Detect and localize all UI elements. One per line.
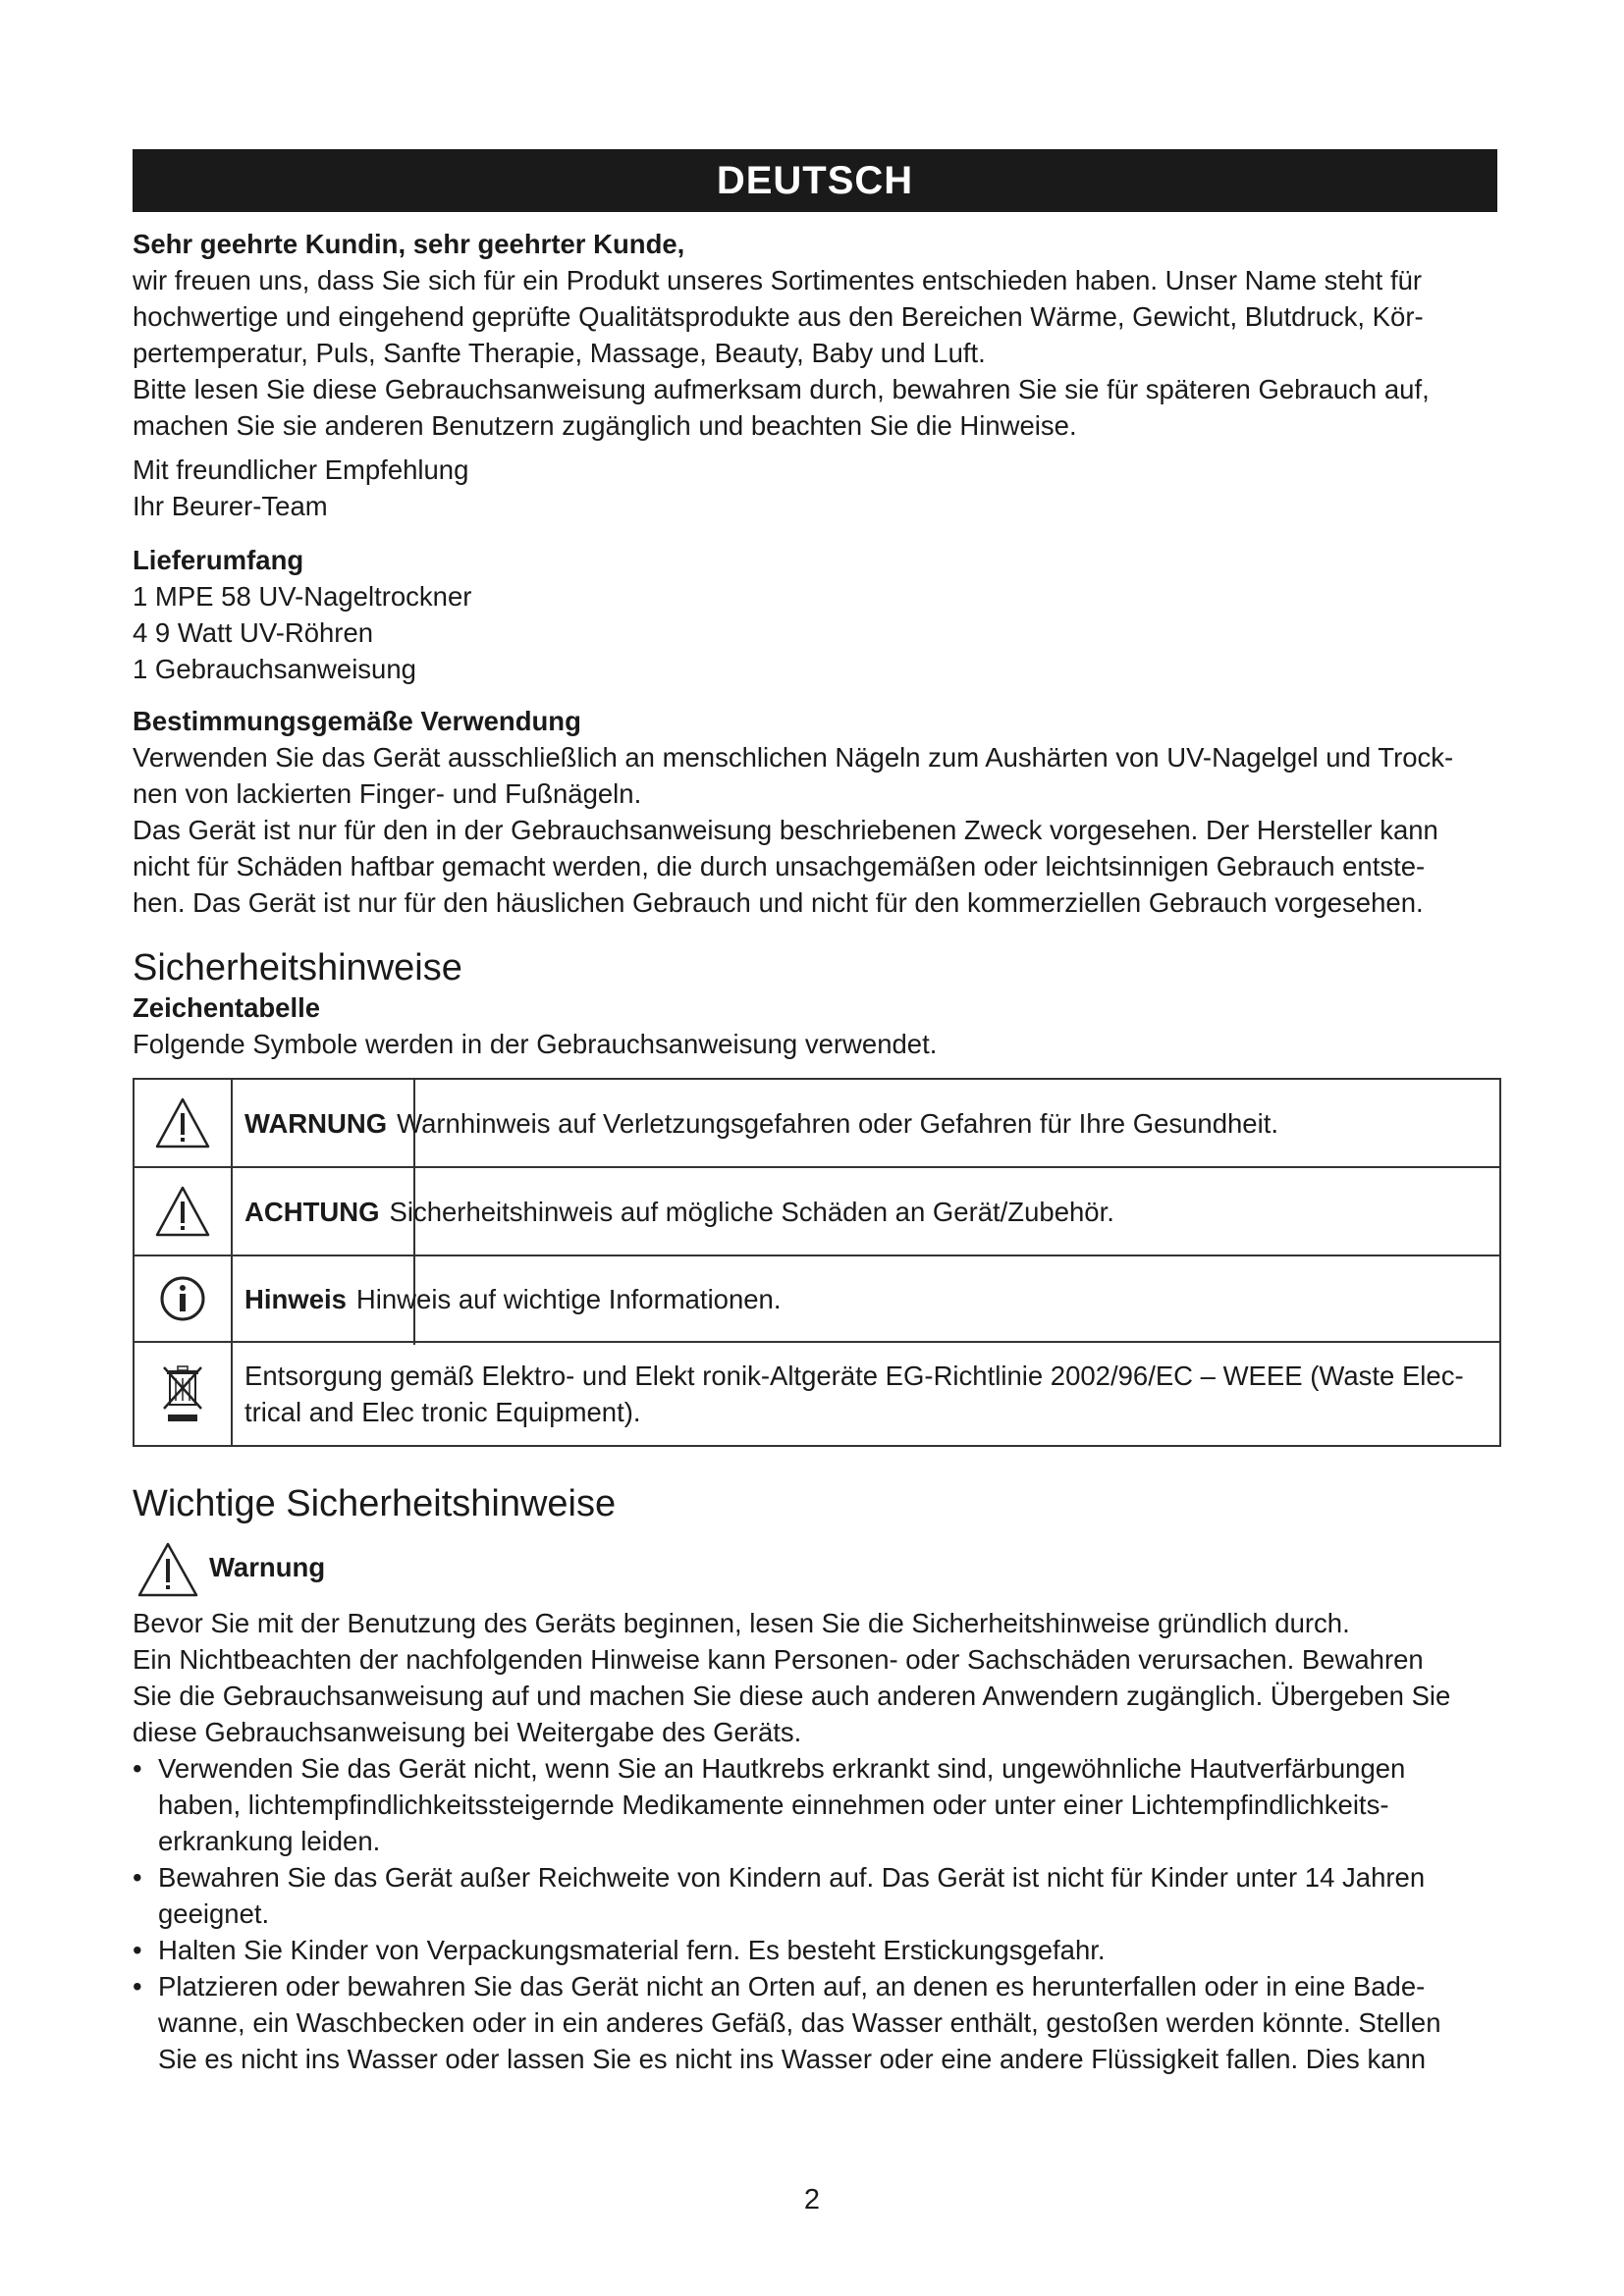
symbol-table bbox=[133, 1078, 1501, 1447]
page-number: 2 bbox=[803, 2184, 821, 2216]
symbol-text: Entsorgung gemäß Elektro- und Elekt ronik-Altgeräte EG-Richtlinie 2002/96/EC – WEEE (Waste Elec- bbox=[244, 1361, 1464, 1391]
table-row bbox=[135, 1343, 1499, 1445]
symbol-label: WARNUNG bbox=[244, 1107, 388, 1139]
safety-bullet-list bbox=[133, 1750, 1497, 2077]
bullet-line: geeignet. bbox=[158, 1898, 270, 1929]
warning-triangle-icon bbox=[135, 1168, 233, 1255]
list-item bbox=[133, 1932, 1497, 1968]
safety-heading: Sicherheitshinweise bbox=[133, 947, 462, 988]
language-banner bbox=[133, 149, 1497, 212]
table-row bbox=[135, 1080, 1499, 1168]
symbol-description bbox=[233, 1343, 1499, 1445]
important-line: Ein Nichtbeachten der nachfolgenden Hinweise kann Personen- oder Sachschäden verursachen. Bewahren bbox=[133, 1644, 1424, 1675]
intended-use-line: nen von lackierten Finger- und Fußnägeln. bbox=[133, 778, 642, 809]
bullet-line: wanne, ein Waschbecken oder in ein anderes Gefäß, das Wasser enthält, gestoßen werden könnte. Stellen bbox=[158, 2007, 1441, 2038]
crossed-bin-icon bbox=[135, 1343, 233, 1445]
symbol-text: Sicherheitshinweis auf mögliche Schäden an Gerät/Zubehör. bbox=[389, 1196, 1114, 1227]
intro-line: machen Sie sie anderen Benutzern zugänglich und beachten Sie die Hinweise. bbox=[133, 410, 1077, 441]
list-item bbox=[133, 1750, 1497, 1859]
warning-label-row bbox=[136, 1541, 1497, 1603]
team-signature: Ihr Beurer-Team bbox=[133, 491, 328, 521]
banner-title: DEUTSCH bbox=[716, 158, 914, 202]
intro-line: hochwertige und eingehend geprüfte Qualitätsprodukte aus den Bereichen Wärme, Gewicht, Blutdruck, Kör- bbox=[133, 301, 1424, 332]
intro-paragraph bbox=[133, 262, 1497, 444]
table-row bbox=[135, 1168, 1499, 1256]
bullet-icon: • bbox=[133, 1971, 142, 2002]
info-circle-icon bbox=[135, 1256, 233, 1341]
table-row bbox=[135, 1256, 1499, 1343]
symbol-table-heading: Zeichentabelle bbox=[133, 992, 321, 1023]
bullet-line: Halten Sie Kinder von Verpackungsmaterial fern. Es besteht Erstickungsgefahr. bbox=[158, 1935, 1106, 1965]
important-safety-heading: Wichtige Sicherheitshinweise bbox=[133, 1483, 617, 1524]
intro-line: wir freuen uns, dass Sie sich für ein Produkt unseres Sortimentes entschieden haben. Unser Name steht für bbox=[133, 265, 1423, 295]
intended-use-line: Verwenden Sie das Gerät ausschließlich an menschlichen Nägeln zum Aushärten von UV-Nagelgel und Trock- bbox=[133, 742, 1454, 773]
symbol-text: trical and Elec tronic Equipment). bbox=[244, 1397, 641, 1427]
closing: Mit freundlicher Empfehlung bbox=[133, 454, 469, 485]
document-page bbox=[133, 149, 1497, 2077]
symbol-label: ACHTUNG bbox=[244, 1196, 380, 1227]
bullet-line: Verwenden Sie das Gerät nicht, wenn Sie an Hautkrebs erkrankt sind, ungewöhnliche Hautverfärbungen bbox=[158, 1753, 1406, 1784]
symbol-label: Hinweis bbox=[244, 1283, 347, 1314]
important-line: diese Gebrauchsanweisung bei Weitergabe des Geräts. bbox=[133, 1717, 802, 1747]
delivery-heading: Lieferumfang bbox=[133, 545, 304, 575]
symbol-description bbox=[233, 1256, 1499, 1341]
intended-use-line: nicht für Schäden haftbar gemacht werden, die durch unsachgemäßen oder leichtsinnigen Gebrauch entste- bbox=[133, 851, 1426, 881]
bullet-line: haben, lichtempfindlichkeitssteigernde Medikamente einnehmen oder unter einer Lichtempfindlichkeits- bbox=[158, 1789, 1389, 1820]
intended-use-line: Das Gerät ist nur für den in der Gebrauchsanweisung beschriebenen Zweck vorgesehen. Der Hersteller kann bbox=[133, 815, 1438, 845]
list-item: 4 9 Watt UV-Röhren bbox=[133, 617, 374, 648]
list-item: 1 Gebrauchsanweisung bbox=[133, 654, 416, 684]
important-paragraph bbox=[133, 1605, 1497, 1750]
bullet-icon: • bbox=[133, 1753, 142, 1784]
delivery-list bbox=[133, 578, 1497, 687]
intended-use-heading: Bestimmungsgemäße Verwendung bbox=[133, 706, 581, 736]
symbol-table-intro: Folgende Symbole werden in der Gebrauchsanweisung verwendet. bbox=[133, 1029, 938, 1059]
important-line: Bevor Sie mit der Benutzung des Geräts beginnen, lesen Sie die Sicherheitshinweise gründlich durch. bbox=[133, 1608, 1350, 1638]
warning-triangle-icon bbox=[135, 1080, 233, 1166]
bullet-line: Bewahren Sie das Gerät außer Reichweite von Kindern auf. Das Gerät ist nicht für Kinder unter 14 Jahren bbox=[158, 1862, 1426, 1893]
list-item bbox=[133, 1859, 1497, 1932]
list-item bbox=[133, 1968, 1497, 2077]
symbol-description bbox=[233, 1080, 1499, 1166]
symbol-text: Hinweis auf wichtige Informationen. bbox=[355, 1283, 782, 1314]
warning-label: Warnung bbox=[209, 1552, 326, 1582]
intended-use-line: hen. Das Gerät ist nur für den häuslichen Gebrauch und nicht für den kommerziellen Gebrauch vorgesehen. bbox=[133, 887, 1424, 918]
symbol-description bbox=[233, 1168, 1499, 1255]
bullet-line: erkrankung leiden. bbox=[158, 1826, 381, 1856]
symbol-text: Warnhinweis auf Verletzungsgefahren oder Gefahren für Ihre Gesundheit. bbox=[397, 1107, 1278, 1139]
bullet-line: Platzieren oder bewahren Sie das Gerät nicht an Orten auf, an denen es herunterfallen oder in eine Bade- bbox=[158, 1971, 1426, 2002]
intended-use-paragraph bbox=[133, 739, 1497, 921]
list-item: 1 MPE 58 UV-Nageltrockner bbox=[133, 581, 472, 612]
important-line: Sie die Gebrauchsanweisung auf und machen Sie diese auch anderen Anwendern zugänglich. Übergeben Sie bbox=[133, 1681, 1451, 1711]
intro-line: Bitte lesen Sie diese Gebrauchsanweisung aufmerksam durch, bewahren Sie sie für späteren Gebrauch auf, bbox=[133, 374, 1430, 404]
bullet-icon: • bbox=[133, 1862, 142, 1893]
warning-triangle-icon bbox=[136, 1541, 199, 1603]
bullet-icon: • bbox=[133, 1935, 142, 1965]
greeting: Sehr geehrte Kundin, sehr geehrter Kunde, bbox=[133, 229, 685, 259]
intro-line: pertemperatur, Puls, Sanfte Therapie, Massage, Beauty, Baby und Luft. bbox=[133, 338, 986, 368]
bullet-line: Sie es nicht ins Wasser oder lassen Sie es nicht ins Wasser oder eine andere Flüssigkeit fallen. Dies kann bbox=[158, 2044, 1427, 2074]
